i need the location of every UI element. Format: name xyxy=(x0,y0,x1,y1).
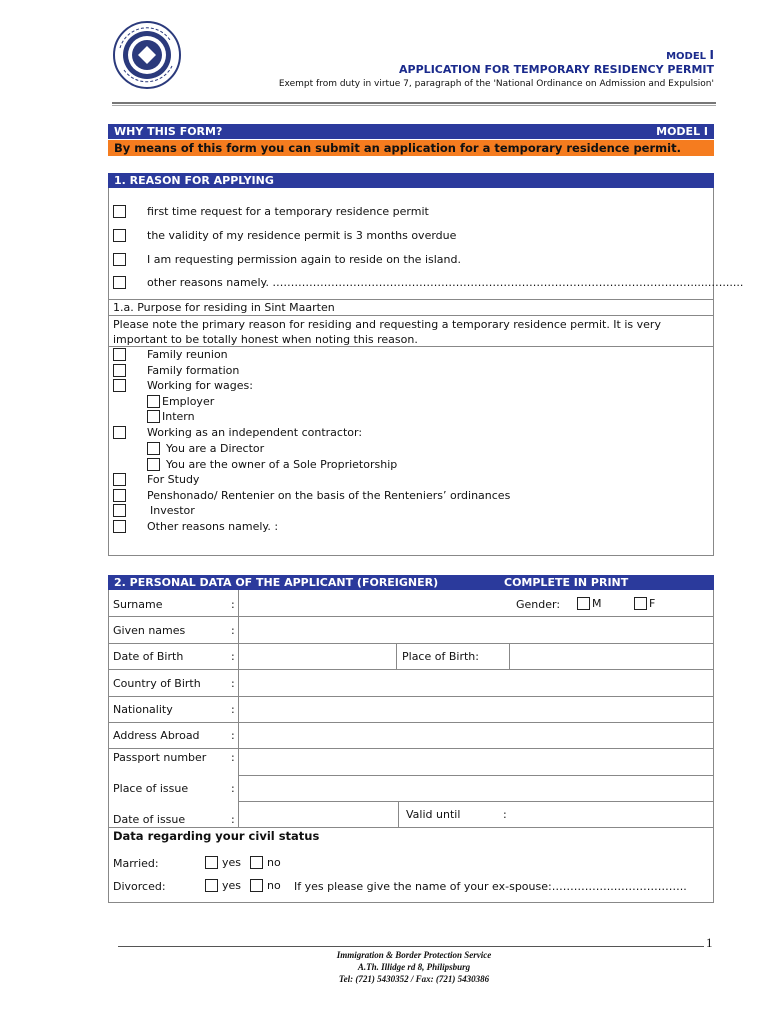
section-2-title-bar xyxy=(108,575,714,590)
divider xyxy=(108,299,714,300)
document-subtitle: Exempt from duty in virtue 7, paragraph of the 'National Ordinance on Admission and Expulsion' xyxy=(278,79,714,89)
reason-option-other[interactable]: other reasons namely. ……………………………………………………………………………………………………......…...... xyxy=(113,276,126,289)
married-no-option[interactable]: no xyxy=(250,856,281,869)
surname-input[interactable] xyxy=(240,592,510,614)
colon: : xyxy=(231,624,235,637)
purpose-investor[interactable]: Investor xyxy=(113,504,126,517)
married-yes-option[interactable]: yes xyxy=(205,856,241,869)
checkbox[interactable] xyxy=(113,276,126,289)
purpose-family-formation[interactable]: Family formation xyxy=(113,364,126,377)
checkbox[interactable] xyxy=(205,879,218,892)
row-divider xyxy=(108,748,714,749)
purpose-director[interactable]: You are a Director xyxy=(147,442,264,455)
passport-number-input[interactable] xyxy=(240,750,712,773)
row-divider xyxy=(108,669,714,670)
why-label: WHY THIS FORM? xyxy=(114,125,223,138)
checkbox[interactable] xyxy=(250,856,263,869)
valid-until-input[interactable] xyxy=(512,803,712,825)
purpose-intern[interactable]: Intern xyxy=(147,410,195,423)
purpose-working-wages[interactable]: Working for wages: xyxy=(113,379,126,392)
label-surname: Surname xyxy=(113,598,163,611)
nationality-input[interactable] xyxy=(240,698,712,720)
date-of-birth-input[interactable] xyxy=(240,645,394,667)
checkbox[interactable] xyxy=(147,442,160,455)
divider xyxy=(108,346,714,347)
country-of-birth-input[interactable] xyxy=(240,671,712,694)
header-model: MODEL I xyxy=(666,48,714,62)
section-2-title: 2. PERSONAL DATA OF THE APPLICANT (FOREIGNER) xyxy=(114,576,439,589)
gender-f-option[interactable]: F xyxy=(634,597,655,610)
checkbox[interactable] xyxy=(250,879,263,892)
checkbox[interactable] xyxy=(113,426,126,439)
label-place-of-birth: Place of Birth: xyxy=(402,650,479,663)
colon: : xyxy=(231,729,235,742)
row-divider xyxy=(108,616,714,617)
column-divider xyxy=(509,643,510,669)
checkbox[interactable] xyxy=(113,253,126,266)
reason-option-again[interactable]: I am requesting permission again to reside on the island. xyxy=(113,253,126,266)
purpose-title: 1.a. Purpose for residing in Sint Maarten xyxy=(113,301,335,314)
label-country-of-birth: Country of Birth xyxy=(113,677,201,690)
purpose-employer[interactable]: Employer xyxy=(147,395,214,408)
row-divider xyxy=(108,827,714,828)
checkbox[interactable] xyxy=(113,489,126,502)
colon: : xyxy=(231,782,235,795)
purpose-note: Please note the primary reason for residing and requesting a temporary residence permit. It is very important to be totally honest when noting this reason. xyxy=(113,318,661,346)
label-divorced: Divorced: xyxy=(113,880,166,893)
purpose-pensionado[interactable]: Penshonado/ Rentenier on the basis of the Renteniers’ ordinances xyxy=(113,489,126,502)
ex-spouse-prompt: If yes please give the name of your ex-spouse:……………..……………….. xyxy=(294,880,687,893)
section-1-title: 1. REASON FOR APPLYING xyxy=(108,173,714,188)
checkbox[interactable] xyxy=(113,379,126,392)
row-divider xyxy=(108,643,714,644)
purpose-family-reunion[interactable]: Family reunion xyxy=(113,348,126,361)
colon: : xyxy=(231,813,235,826)
divorced-no-option[interactable]: no xyxy=(250,879,281,892)
document-title: APPLICATION FOR TEMPORARY RESIDENCY PERMIT xyxy=(399,63,714,76)
divider xyxy=(108,315,714,316)
colon: : xyxy=(231,703,235,716)
checkbox[interactable] xyxy=(147,395,160,408)
given-names-input[interactable] xyxy=(240,618,712,641)
why-model: MODEL I xyxy=(656,125,708,138)
reason-option-overdue[interactable]: the validity of my residence permit is 3 months overdue xyxy=(113,229,126,242)
gender-m-option[interactable]: M xyxy=(577,597,602,610)
row-divider xyxy=(108,722,714,723)
colon: : xyxy=(503,808,507,821)
colon: : xyxy=(231,751,235,764)
colon: : xyxy=(231,650,235,663)
checkbox[interactable] xyxy=(577,597,590,610)
checkbox[interactable] xyxy=(147,410,160,423)
purpose-other[interactable]: Other reasons namely. : xyxy=(113,520,126,533)
checkbox[interactable] xyxy=(147,458,160,471)
label-gender: Gender: xyxy=(516,598,561,611)
label-place-of-issue: Place of issue xyxy=(113,782,189,795)
purpose-independent[interactable]: Working as an independent contractor: xyxy=(113,426,126,439)
immigration-seal-logo xyxy=(112,20,182,90)
checkbox[interactable] xyxy=(205,856,218,869)
row-divider xyxy=(108,696,714,697)
reason-option-first-time[interactable]: first time request for a temporary residence permit xyxy=(113,205,126,218)
checkbox[interactable] xyxy=(113,504,126,517)
label-passport-number: Passport number xyxy=(113,751,207,764)
checkbox[interactable] xyxy=(113,473,126,486)
label-given-names: Given names xyxy=(113,624,186,637)
footer-contact: Tel: (721) 5430352 / Fax: (721) 5430386 xyxy=(338,974,490,984)
checkbox[interactable] xyxy=(113,520,126,533)
row-divider xyxy=(238,775,714,776)
why-this-form-bar xyxy=(108,124,714,139)
label-date-of-issue: Date of issue xyxy=(113,813,186,826)
column-divider xyxy=(396,643,397,669)
checkbox[interactable] xyxy=(634,597,647,610)
why-description: By means of this form you can submit an application for a temporary residence permit. xyxy=(108,140,714,156)
divorced-yes-option[interactable]: yes xyxy=(205,879,241,892)
complete-in-print: COMPLETE IN PRINT xyxy=(504,576,629,589)
footer-address: A.Th. Illidge rd 8, Philipsburg xyxy=(357,962,471,972)
colon: : xyxy=(231,677,235,690)
checkbox[interactable] xyxy=(113,348,126,361)
date-of-issue-input[interactable] xyxy=(240,803,396,825)
header-divider xyxy=(112,102,716,104)
label-date-of-birth: Date of Birth xyxy=(113,650,184,663)
purpose-study[interactable]: For Study xyxy=(113,473,126,486)
row-divider xyxy=(238,801,714,802)
colon: : xyxy=(231,598,235,611)
label-valid-until: Valid until xyxy=(406,808,461,821)
checkbox[interactable] xyxy=(113,205,126,218)
label-address-abroad: Address Abroad xyxy=(113,729,200,742)
place-of-issue-input[interactable] xyxy=(240,777,712,799)
header-divider-secondary xyxy=(112,105,716,106)
footer-org: Immigration & Border Protection Service xyxy=(336,950,492,960)
civil-status-title: Data regarding your civil status xyxy=(113,829,320,843)
label-nationality: Nationality xyxy=(113,703,173,716)
label-married: Married: xyxy=(113,857,159,870)
footer-divider xyxy=(118,946,704,947)
checkbox[interactable] xyxy=(113,364,126,377)
address-abroad-input[interactable] xyxy=(240,724,712,746)
checkbox[interactable] xyxy=(113,229,126,242)
column-divider xyxy=(398,801,399,827)
place-of-birth-input[interactable] xyxy=(511,645,712,667)
page-number: 1 xyxy=(706,935,713,950)
column-divider xyxy=(238,590,239,827)
purpose-sole-owner[interactable]: You are the owner of a Sole Proprietorship xyxy=(147,458,397,471)
